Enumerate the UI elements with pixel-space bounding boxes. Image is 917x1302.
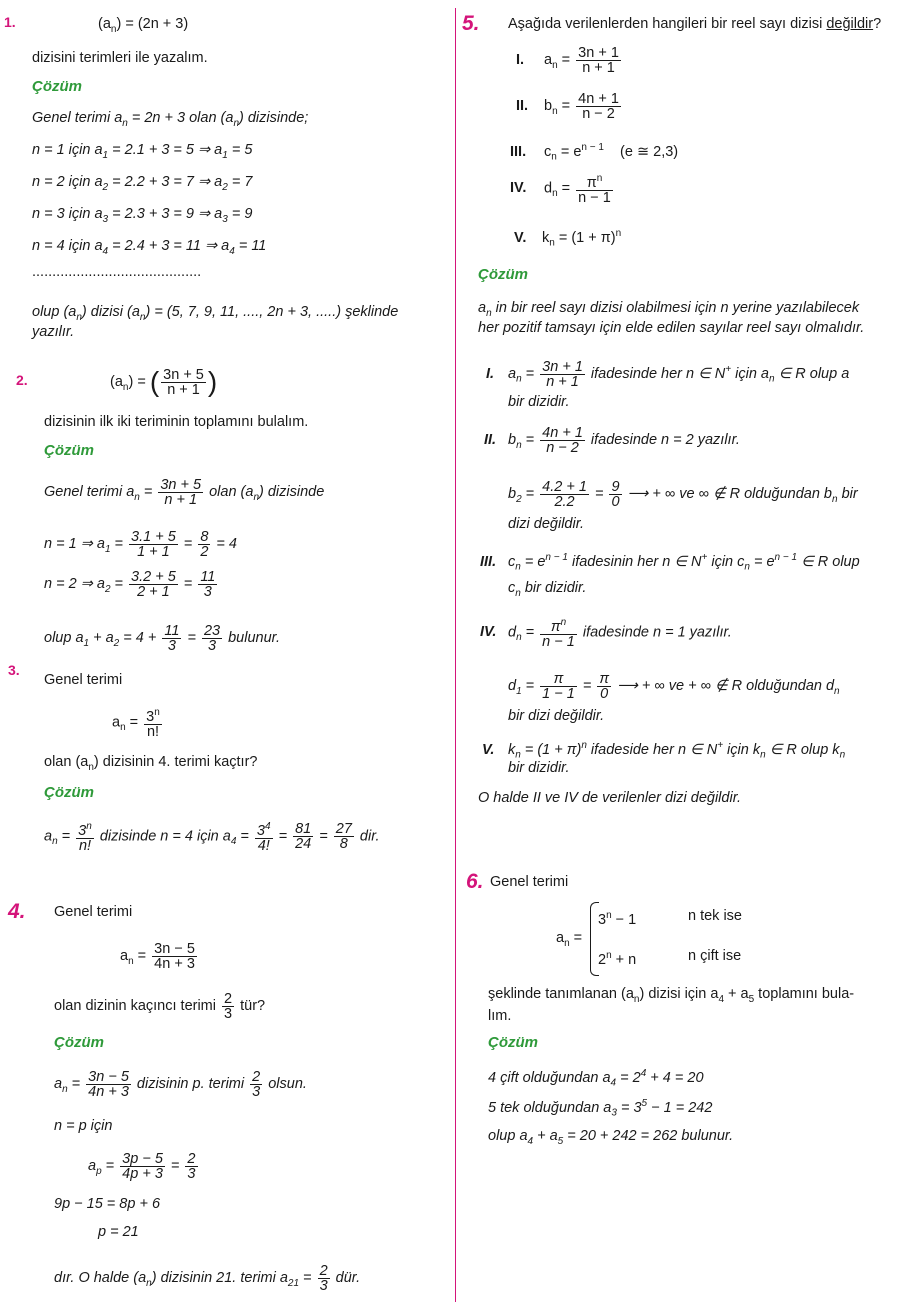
problem-3-question: olan $(a_n)$ dizisinin 4. terimi kaçtır? bbox=[44, 754, 258, 773]
problem-5-solution-label: Çözüm bbox=[478, 266, 528, 283]
problem-1-number: 1. bbox=[4, 14, 16, 30]
problem-4-intro: Genel terimi bbox=[54, 904, 133, 920]
problem-5-solution-2-calc: $b_2$ = $\frac{4.2 + 1}{2.2}$ = $\frac{9}{0}$ ⟶ + ∞ ve ∞ ∉ R olduğundan $b_n$ bir bbox=[508, 478, 858, 510]
problem-5-conclusion: O halde II ve IV de verilenler dizi değildir. bbox=[478, 790, 742, 806]
problem-6-step-2: 5 tek olduğundan $a_3 = 3^5 - 1 = 242$ bbox=[488, 1098, 713, 1119]
problem-4-step-3: $a_p$ = $\frac{3p - 5}{4p + 3}$ = $\frac{2}{3}$ bbox=[88, 1150, 196, 1182]
problem-5-solution-1: I. $a_n$ = $\frac{3n + 1}{n + 1}$ ifadesinde her n ∈ N+ için $a_n$ ∈ R olup a bbox=[486, 358, 850, 390]
problem-5-option-4: IV. $d_n$ = $\frac{\pi^n}{n - 1}$ bbox=[510, 173, 611, 206]
problem-5-principle-1: $a_n$ in bir reel sayı dizisi olabilmesi için n yerine yazılabilecek bbox=[478, 300, 860, 319]
problem-3-solution-label: Çözüm bbox=[44, 784, 94, 801]
problem-1-conclusion-end: yazılır. bbox=[32, 324, 75, 340]
problem-3-intro: Genel terimi bbox=[44, 672, 123, 688]
problem-5-number: 5. bbox=[462, 12, 480, 35]
problem-1-general-term: Genel terimi $a_n = 2n + 3$ olan $(a_n)$ dizisinde; bbox=[32, 110, 309, 129]
problem-1-conclusion: olup $(a_n)$ dizisi $(a_n) = (5$, 7, 9, 11, ...., 2n + 3, .....) şeklinde bbox=[32, 304, 399, 323]
problem-2-general-term: Genel terimi $a_n$ = $\frac{3n + 5}{n + 1}$ olan $(a_n)$ dizisinde bbox=[44, 476, 325, 508]
problem-6-case-odd-condition: n tek ise bbox=[688, 908, 742, 924]
column-divider bbox=[455, 8, 456, 1302]
problem-2-term-1: n = 1 ⇒ $a_1$ = $\frac{3.1 + 5}{1 + 1}$ = $\frac{8}{2}$ = 4 bbox=[44, 528, 237, 560]
problem-1-dots: .......................................... bbox=[32, 264, 202, 280]
problem-6-step-1: 4 çift olduğundan $a_4 = 2^4 + 4 = 20$ bbox=[488, 1068, 704, 1089]
problem-3-solution: $a_n$ = $\frac{3^n}{n!}$ dizisinde n = 4 için $a_4$ = $\frac{3^4}{4!}$ = $\frac{81}{24}$ = $\frac{27}{8}$ dir. bbox=[44, 820, 380, 854]
problem-6-case-even: $2^n + n$ bbox=[598, 950, 637, 968]
problem-6-term-label: $a_n$ = bbox=[556, 930, 583, 949]
problem-5-solution-3: III. $c_n = e^{n - 1}$ ifadesinin her n ∈ N+ için $c_n = e^{n - 1}$ ∈ R olup bbox=[480, 552, 860, 573]
problem-1-intro: dizisini terimleri ile yazalım. bbox=[32, 50, 208, 66]
problem-1-row: n = 3 için $a_3 = 2.3 + 3 = 9$ ⇒ $a_3 = 9$ bbox=[32, 206, 253, 225]
problem-4-step-4: 9p − 15 = 8p + 6 bbox=[54, 1196, 161, 1212]
problem-5-solution-1-end: bir dizidir. bbox=[508, 394, 570, 410]
problem-5-option-1: I. $a_n$ = $\frac{3n + 1}{n + 1}$ bbox=[516, 44, 619, 76]
problem-5-solution-4: IV. $d_n$ = $\frac{\pi^n}{n - 1}$ ifadesinde n = 1 yazılır. bbox=[480, 617, 732, 650]
problem-4-conclusion: dır. O halde $(a_n)$ dizisinin 21. terimi $a_{21}$ = $\frac{2}{3}$ dür. bbox=[54, 1262, 361, 1294]
problem-1-row: n = 2 için $a_2 = 2.2 + 3 = 7$ ⇒ $a_2 = 7$ bbox=[32, 174, 253, 193]
problem-2-solution-label: Çözüm bbox=[44, 442, 94, 459]
problem-6-case-even-condition: n çift ise bbox=[688, 948, 742, 964]
problem-1-row: n = 1 için $a_1 = 2.1 + 3 = 5$ ⇒ $a_1 = 5$ bbox=[32, 142, 253, 161]
problem-5-option-5: V. $k_n = (1 + \pi)^n$ bbox=[514, 228, 622, 249]
problem-6-solution-label: Çözüm bbox=[488, 1034, 538, 1051]
problem-4-question: olan dizinin kaçıncı terimi $\frac{2}{3}$ tür? bbox=[54, 990, 266, 1022]
problem-4-number: 4. bbox=[8, 900, 26, 923]
problem-5-solution-3-end: $c_n$ bir dizidir. bbox=[508, 580, 587, 599]
problem-4-solution-label: Çözüm bbox=[54, 1034, 104, 1051]
problem-1-solution-label: Çözüm bbox=[32, 78, 82, 95]
problem-6-question: şeklinde tanımlanan $(a_n)$ dizisi için $a_4 + a_5$ toplamını bula- bbox=[488, 986, 855, 1005]
problem-4-step-2: n = p için bbox=[54, 1118, 113, 1134]
problem-5-solution-5-end: bir dizidir. bbox=[508, 760, 570, 776]
problem-6-result: olup $a_4 + a_5 = 20 + 242 = 262$ bulunur. bbox=[488, 1128, 734, 1147]
problem-5-option-2: II. $b_n$ = $\frac{4n + 1}{n - 2}$ bbox=[516, 90, 619, 122]
problem-2-term-2: n = 2 ⇒ $a_2$ = $\frac{3.2 + 5}{2 + 1}$ = $\frac{11}{3}$ bbox=[44, 568, 216, 600]
problem-1-definition: $(a_n) = (2n + 3)$ bbox=[98, 16, 189, 35]
problem-2-definition: $(a_n)$ = ( $\frac{3n + 5}{n + 1}$ ) bbox=[110, 366, 218, 398]
problem-3-general-term: $a_n$ = $\frac{3^n}{n!}$ bbox=[112, 707, 160, 740]
problem-3-number: 3. bbox=[8, 662, 20, 678]
problem-5-solution-5: V. $k_n = (1 + \pi)^n$ ifadeside her n ∈ N+ için $k_n$ ∈ R olup $k_n$ bbox=[482, 740, 846, 761]
problem-6-intro: Genel terimi bbox=[490, 874, 569, 890]
problem-5-solution-2-end: dizi değildir. bbox=[508, 516, 585, 532]
problem-6-question-end: lım. bbox=[488, 1008, 512, 1024]
problem-4-step-1: $a_n$ = $\frac{3n - 5}{4n + 3}$ dizisinin p. terimi $\frac{2}{3}$ olsun. bbox=[54, 1068, 307, 1100]
problem-5-principle-2: her pozitif tamsayı için elde edilen sayılar reel sayı olmalıdır. bbox=[478, 320, 865, 336]
problem-6-case-odd: $3^n - 1$ bbox=[598, 910, 637, 928]
problem-2-intro: dizisinin ilk iki teriminin toplamını bulalım. bbox=[44, 414, 309, 430]
problem-2-sum: olup $a_1 + a_2 = 4$ + $\frac{11}{3}$ = $\frac{23}{3}$ bulunur. bbox=[44, 622, 280, 654]
problem-1-row: n = 4 için $a_4 = 2.4 + 3 = 11$ ⇒ $a_4 = 11$ bbox=[32, 238, 267, 257]
problem-4-step-5: p = 21 bbox=[98, 1224, 139, 1240]
problem-6-number: 6. bbox=[466, 870, 484, 893]
problem-5-solution-4-calc: $d_1$ = $\frac{\pi}{1 - 1}$ = $\frac{\pi}{0}$ ⟶ + ∞ ve + ∞ ∉ R olduğundan $d_n$ bbox=[508, 670, 840, 702]
problem-2-number: 2. bbox=[16, 372, 28, 388]
problem-5-solution-2: II. $b_n$ = $\frac{4n + 1}{n - 2}$ ifadesinde n = 2 yazılır. bbox=[484, 424, 740, 456]
problem-5-question: Aşağıda verilenlerden hangileri bir reel sayı dizisi değildir? bbox=[508, 16, 882, 32]
problem-5-solution-4-end: bir dizi değildir. bbox=[508, 708, 605, 724]
problem-5-option-3: III. $c_n = e^{n - 1}$ (e ≅ 2,3) bbox=[510, 142, 679, 163]
problem-4-general-term: $a_n$ = $\frac{3n - 5}{4n + 3}$ bbox=[120, 940, 195, 972]
